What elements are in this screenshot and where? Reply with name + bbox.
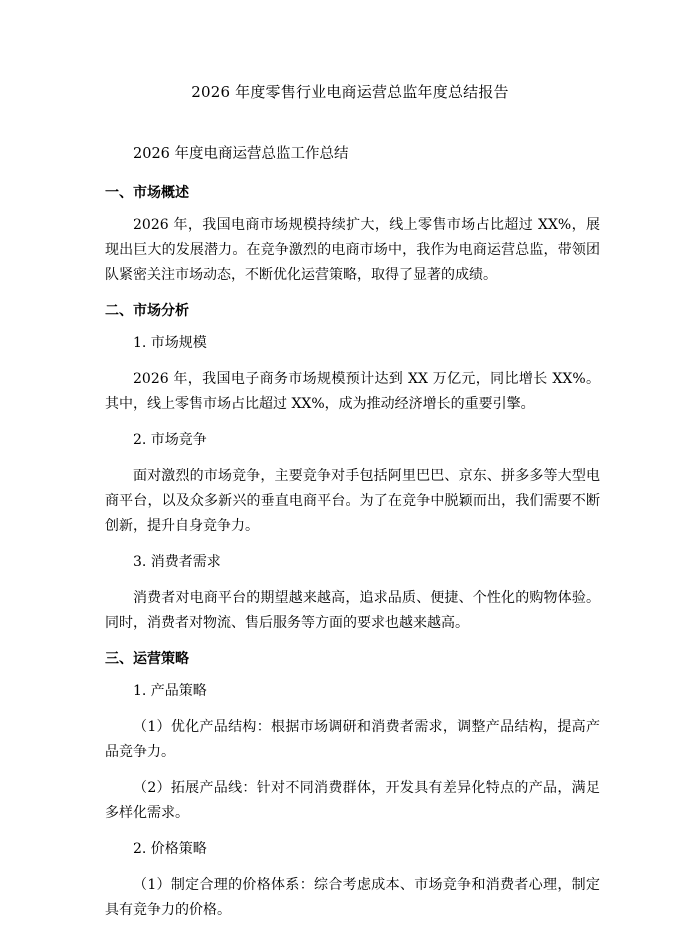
paragraph-market-size: 2026 年，我国电子商务市场规模预计达到 XX 万亿元，同比增长 XX%。其中，线上零售市场占比超过 XX%，成为推动经济增长的重要引擎。 — [105, 371, 600, 412]
subheading-price-strategy: 2. 价格策略 — [133, 841, 207, 857]
section-heading-market-overview: 一、市场概述 — [105, 185, 189, 201]
subheading-consumer-demand: 3. 消费者需求 — [133, 554, 221, 570]
subheading-product-strategy: 1. 产品策略 — [133, 683, 207, 699]
paragraph-market-overview: 2026 年，我国电商市场规模持续扩大，线上零售市场占比超过 XX%，展现出巨大的发展潜力。在竞争激烈的电商市场中，我作为电商运营总监，带领团队紧密关注市场动态，不断优化运营策略，取得了显著的成绩。 — [105, 217, 600, 283]
section-heading-market-analysis: 二、市场分析 — [105, 303, 189, 319]
list-item-optimize-structure: （1）优化产品结构：根据市场调研和消费者需求，调整产品结构，提高产品竞争力。 — [105, 719, 600, 760]
subheading-market-competition: 2. 市场竞争 — [133, 432, 207, 448]
section-heading-operation-strategy: 三、运营策略 — [105, 651, 189, 667]
list-item-expand-product-line: （2）拓展产品线：针对不同消费群体，开发具有差异化特点的产品，满足多样化需求。 — [105, 780, 600, 821]
list-item-price-system: （1）制定合理的价格体系：综合考虑成本、市场竞争和消费者心理，制定具有竞争力的价格。 — [105, 877, 600, 918]
document-body — [105, 142, 600, 934]
page-title: 2026 年度零售行业电商运营总监年度总结报告 — [191, 83, 509, 101]
paragraph-market-competition: 面对激烈的市场竞争，主要竞争对手包括阿里巴巴、京东、拼多多等大型电商平台，以及众多新兴的垂直电商平台。为了在竞争中脱颖而出，我们需要不断创新，提升自身竞争力。 — [105, 468, 600, 534]
document-subtitle: 2026 年度电商运营总监工作总结 — [133, 146, 349, 162]
subheading-market-size: 1. 市场规模 — [133, 335, 207, 351]
paragraph-consumer-demand: 消费者对电商平台的期望越来越高，追求品质、便捷、个性化的购物体验。同时，消费者对物流、售后服务等方面的要求也越来越高。 — [105, 590, 600, 631]
